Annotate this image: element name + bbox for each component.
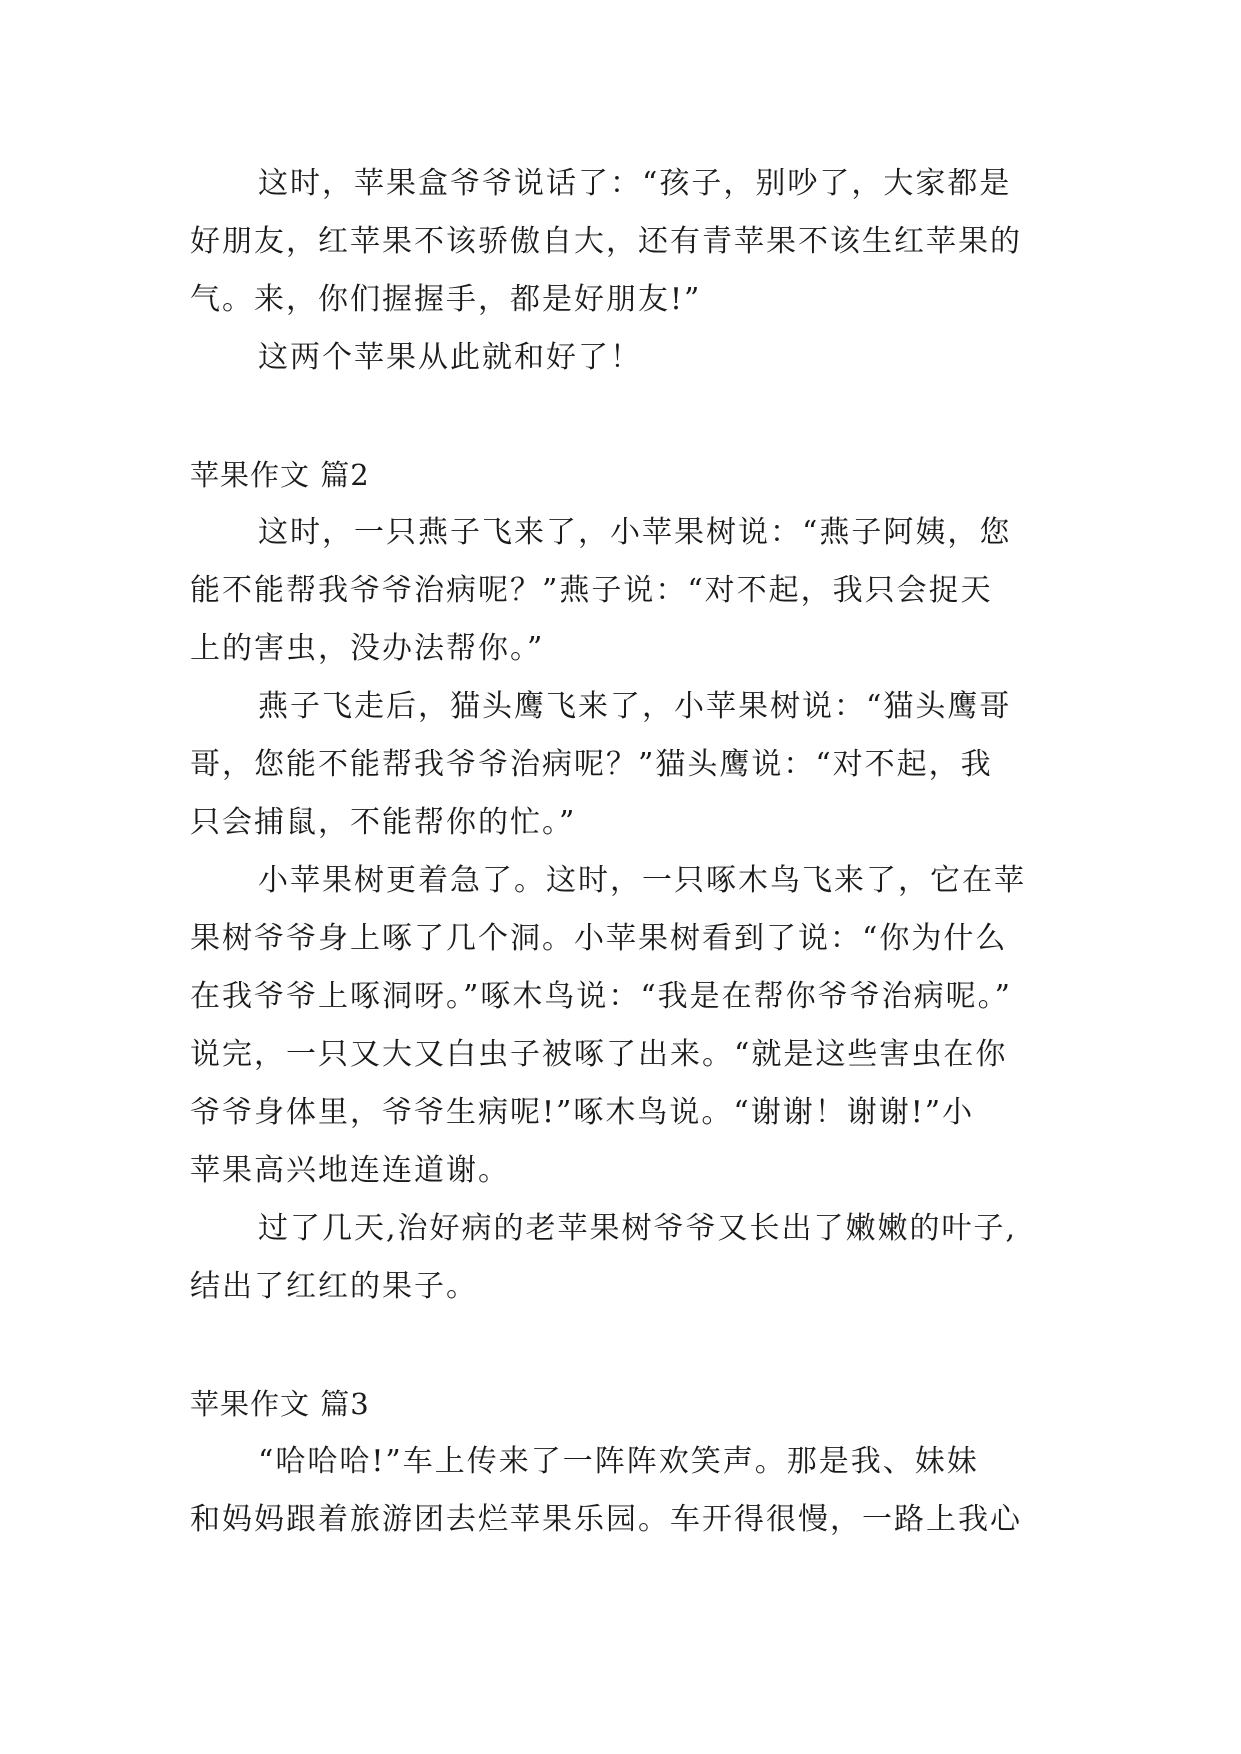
paragraph-line: 气。来，你们握握手，都是好朋友!” [190, 282, 702, 317]
paragraph-line: 这两个苹果从此就和好了！ [258, 340, 642, 375]
paragraph-line: 在我爷爷上啄洞呀。”啄木鸟说：“我是在帮你爷爷治病呢。” [190, 979, 1013, 1014]
paragraph-line: 能不能帮我爷爷治病呢？”燕子说：“对不起，我只会捉天 [190, 573, 993, 608]
paragraph-line: 这时，一只燕子飞来了，小苹果树说：“燕子阿姨，您 [258, 515, 1012, 550]
paragraph-line: “哈哈哈!”车上传来了一阵阵欢笑声。那是我、妹妹 [258, 1444, 979, 1479]
paragraph-line: 只会捕鼠，不能帮你的忙。” [190, 805, 577, 840]
paragraph-line: 和妈妈跟着旅游团去烂苹果乐园。车开得很慢，一路上我心 [190, 1502, 1022, 1537]
paragraph-line: 小苹果树更着急了。这时，一只啄木鸟飞来了，它在苹 [258, 863, 1026, 898]
paragraph-line: 爷爷身体里，爷爷生病呢!”啄木鸟说。“谢谢！谢谢!”小 [190, 1095, 975, 1130]
paragraph-line: 结出了红红的果子。 [190, 1269, 478, 1304]
paragraph-line: 哥，您能不能帮我爷爷治病呢？”猫头鹰说：“对不起，我 [190, 747, 993, 782]
paragraph-line: 苹果高兴地连连道谢。 [190, 1153, 510, 1188]
paragraph-line: 说完，一只又大又白虫子被啄了出来。“就是这些害虫在你 [190, 1037, 1008, 1072]
section-heading: 苹果作文 篇3 [190, 1387, 370, 1421]
paragraph-line: 这时，苹果盒爷爷说话了：“孩子，别吵了，大家都是 [258, 166, 1012, 201]
paragraph-line: 燕子飞走后，猫头鹰飞来了，小苹果树说：“猫头鹰哥 [258, 689, 1012, 724]
paragraph-line: 好朋友，红苹果不该骄傲自大，还有青苹果不该生红苹果的 [190, 224, 1022, 259]
paragraph-line: 过了几天,治好病的老苹果树爷爷又长出了嫩嫩的叶子, [258, 1211, 1018, 1246]
paragraph-line: 上的害虫，没办法帮你。” [190, 631, 545, 666]
section-heading: 苹果作文 篇2 [190, 458, 370, 492]
paragraph-line: 果树爷爷身上啄了几个洞。小苹果树看到了说：“你为什么 [190, 921, 1008, 956]
